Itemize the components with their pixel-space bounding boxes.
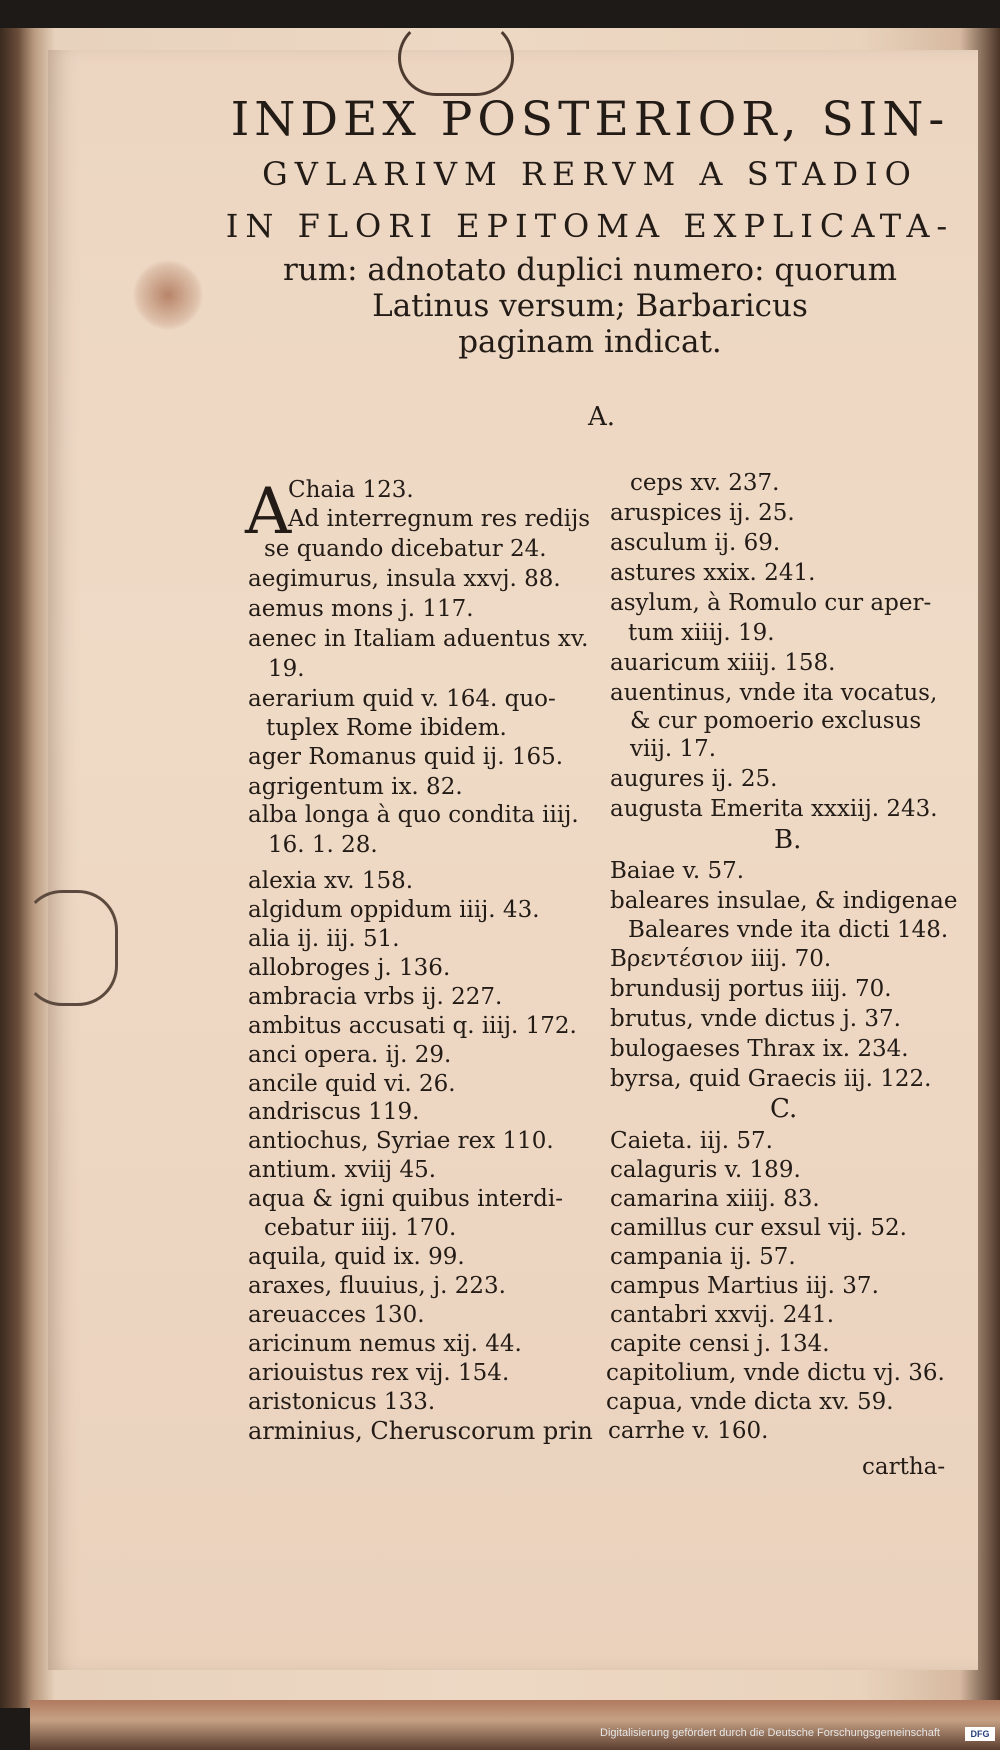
index-entry: antium. xviij 45. <box>248 1157 437 1183</box>
index-entry: auaricum xiiij. 158. <box>610 650 836 676</box>
index-entry: se quando dicebatur 24. <box>264 536 547 562</box>
index-entry: campania ij. 57. <box>610 1244 796 1270</box>
index-entry: Caieta. iij. 57. <box>610 1128 773 1154</box>
index-entry: cantabri xxvij. 241. <box>610 1302 835 1328</box>
index-entry: areuacces 130. <box>248 1302 425 1328</box>
index-entry: asylum, à Romulo cur aper- <box>610 590 932 616</box>
index-entry: ambitus accusati q. iiij. 172. <box>248 1013 577 1039</box>
index-entry: anci opera. ij. 29. <box>248 1042 452 1068</box>
index-entry: camarina xiiij. 83. <box>610 1186 820 1212</box>
index-entry: capua, vnde dicta xv. 59. <box>606 1389 894 1415</box>
index-entry: capite censi j. 134. <box>610 1331 830 1357</box>
title-line-4: rum: adnotato duplici numero: quorum <box>282 252 898 288</box>
index-entry: & cur pomoerio exclusus <box>630 708 922 734</box>
index-entry: allobroges j. 136. <box>248 955 451 981</box>
index-entry: asculum ij. 69. <box>610 530 781 556</box>
index-entry: araxes, fluuius, j. 223. <box>248 1273 506 1299</box>
index-entry: alexia xv. 158. <box>248 868 414 894</box>
index-entry: capitolium, vnde dictu vj. 36. <box>606 1360 945 1386</box>
index-entry: byrsa, quid Graecis iij. 122. <box>610 1066 932 1092</box>
dfg-logo: DFG <box>965 1727 995 1741</box>
index-entry: ambracia vrbs ij. 227. <box>248 984 503 1010</box>
index-entry: aricinum nemus xij. 44. <box>248 1331 522 1357</box>
index-entry: camillus cur exsul vij. 52. <box>610 1215 907 1241</box>
index-entry: andriscus 119. <box>248 1099 420 1125</box>
index-entry: carrhe v. 160. <box>608 1418 769 1444</box>
index-entry: viij. 17. <box>630 736 717 762</box>
catchword: cartha- <box>862 1454 946 1480</box>
index-entry: auentinus, vnde ita vocatus, <box>610 680 938 706</box>
index-entry: calaguris v. 189. <box>610 1157 801 1183</box>
index-entry: aegimurus, insula xxvj. 88. <box>248 566 561 592</box>
index-entry: cebatur iiij. 170. <box>264 1215 457 1241</box>
index-entry: aqua & igni quibus interdi- <box>248 1186 564 1212</box>
index-entry: ceps xv. 237. <box>630 470 780 496</box>
index-entry: Chaia 123. <box>288 477 414 503</box>
index-entry: aquila, quid ix. 99. <box>248 1244 465 1270</box>
index-title <box>200 92 980 360</box>
index-entry: antiochus, Syriae rex 110. <box>248 1128 554 1154</box>
index-entry: agrigentum ix. 82. <box>248 774 463 800</box>
index-entry: brutus, vnde dictus j. 37. <box>610 1006 901 1032</box>
page-edges <box>30 1700 1000 1750</box>
index-entry: augures ij. 25. <box>610 766 778 792</box>
section-heading-a: A. <box>588 402 616 432</box>
index-entry: aruspices ij. 25. <box>610 500 795 526</box>
stain-mark <box>133 260 203 330</box>
title-line-6: paginam indicat. <box>458 324 722 360</box>
index-entry: bulogaeses Thrax ix. 234. <box>610 1036 909 1062</box>
clasp-left <box>22 890 118 1006</box>
index-entry: Βρεντέσιον iiij. 70. <box>610 946 832 972</box>
index-entry: 19. <box>268 656 305 682</box>
index-entry: algidum oppidum iiij. 43. <box>248 897 540 923</box>
index-entry: campus Martius iij. 37. <box>610 1273 879 1299</box>
index-entry: aerarium quid v. 164. quo- <box>248 686 556 712</box>
clasp-top <box>398 20 514 96</box>
index-entry: Baiae v. 57. <box>610 858 745 884</box>
title-line-1: INDEX POSTERIOR, SIN- <box>230 92 950 147</box>
index-entry: arminius, Cheruscorum prin <box>248 1417 593 1445</box>
title-line-2: GVLARIVM RERVM A STADIO <box>262 155 918 193</box>
title-line-5: Latinus versum; Barbaricus <box>372 288 808 324</box>
drop-initial: A <box>245 475 292 549</box>
index-entry: alia ij. iij. 51. <box>248 926 400 952</box>
index-entry: alba longa à quo condita iiij. <box>248 802 579 828</box>
index-entry: 16. 1. 28. <box>268 832 378 858</box>
section-heading-b: B. <box>774 825 802 855</box>
digitization-credit: Digitalisierung gefördert durch die Deutsche Forschungsgemeinschaft <box>600 1727 940 1739</box>
section-heading-c: C. <box>770 1094 798 1124</box>
index-entry: ager Romanus quid ij. 165. <box>248 744 564 770</box>
index-entry: ancile quid vi. 26. <box>248 1071 456 1097</box>
index-entry: tuplex Rome ibidem. <box>266 715 507 741</box>
index-entry: Ad interregnum res redijs <box>288 506 591 532</box>
index-entry: aristonicus 133. <box>248 1389 436 1415</box>
title-line-3: IN FLORI EPITOMA EXPLICATA- <box>225 207 955 245</box>
index-entry: brundusij portus iiij. 70. <box>610 976 892 1002</box>
index-entry: aenec in Italiam aduentus xv. <box>248 626 589 652</box>
index-entry: augusta Emerita xxxiij. 243. <box>610 796 938 822</box>
index-entry: Baleares vnde ita dicti 148. <box>628 917 949 943</box>
index-entry: ariouistus rex vij. 154. <box>248 1360 510 1386</box>
index-entry: baleares insulae, & indigenae <box>610 888 958 914</box>
index-entry: astures xxix. 241. <box>610 560 816 586</box>
index-entry: aemus mons j. 117. <box>248 596 474 622</box>
index-entry: tum xiiij. 19. <box>628 620 775 646</box>
